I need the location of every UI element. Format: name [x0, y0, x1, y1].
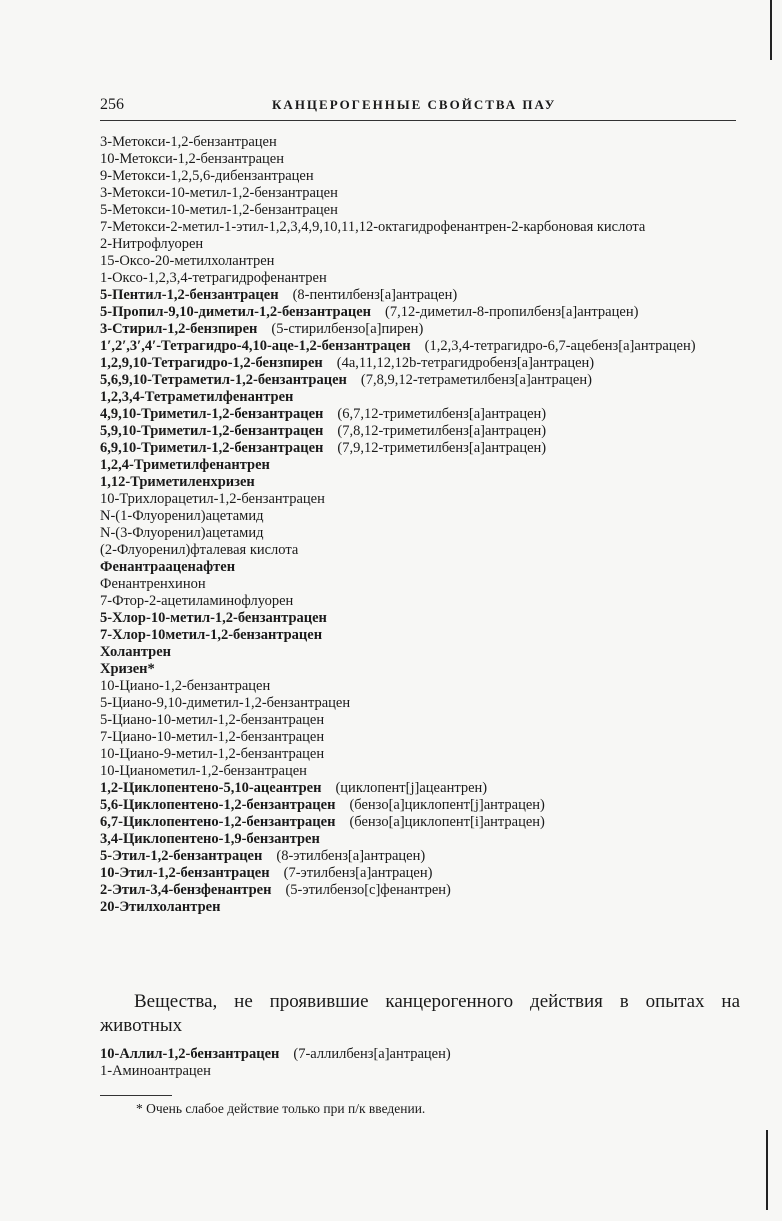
compound-alt-name: (7,8,12-триметилбенз[а]антрацен)	[337, 423, 547, 439]
compound-name: 1-Аминоантрацен	[100, 1063, 211, 1079]
compound-name: 20-Этилхолантрен	[100, 899, 221, 915]
compound-entry	[100, 440, 740, 457]
compound-name: N-(3-Флуоренил)ацетамид	[100, 525, 264, 541]
compound-entry	[100, 423, 740, 440]
compound-entry	[100, 661, 740, 678]
compound-name: 5-Пропил-9,10-диметил-1,2-бензантрацен	[100, 304, 371, 320]
compound-name: 5-Этил-1,2-бензантрацен	[100, 848, 263, 864]
compound-entry	[100, 644, 740, 661]
header-rule	[100, 120, 736, 121]
compound-alt-name: (8-этилбенз[а]антрацен)	[276, 848, 426, 864]
compound-name: 10-Циано-1,2-бензантрацен	[100, 678, 271, 694]
compound-name: 3-Стирил-1,2-бензпирен	[100, 321, 258, 337]
compound-entry	[100, 1063, 740, 1080]
compound-entry	[100, 882, 740, 899]
compound-name: (2-Флуоренил)фталевая кислота	[100, 542, 299, 558]
compound-name: 5,6-Циклопентено-1,2-бензантрацен	[100, 797, 336, 813]
compound-entry	[100, 151, 740, 168]
compound-name: 2-Этил-3,4-бензфенантрен	[100, 882, 272, 898]
compound-alt-name: (циклопент[j]ацеантрен)	[335, 780, 488, 796]
compound-name: 5-Хлор-10-метил-1,2-бензантрацен	[100, 610, 327, 626]
compound-name: 5,6,9,10-Тетраметил-1,2-бензантрацен	[100, 372, 347, 388]
compound-name: 3,4-Циклопентено-1,9-бензантрен	[100, 831, 320, 847]
compound-entry	[100, 304, 740, 321]
compound-entry	[100, 763, 740, 780]
footnote: * Очень слабое действие только при п/к введении.	[136, 1101, 426, 1116]
compound-name: 1,2-Циклопентено-5,10-ацеантрен	[100, 780, 322, 796]
compound-entry	[100, 406, 740, 423]
compound-entry	[100, 168, 740, 185]
compound-name: Фенантренхинон	[100, 576, 206, 592]
compound-entry	[100, 576, 740, 593]
compound-entry	[100, 321, 740, 338]
compound-alt-name: (4а,11,12,12b-тетрагидробенз[а]антрацен)	[336, 355, 595, 371]
compound-entry	[100, 780, 740, 797]
compound-name: 7-Циано-10-метил-1,2-бензантрацен	[100, 729, 325, 745]
compound-name: 1-Оксо-1,2,3,4-тетрагидрофенантрен	[100, 270, 327, 286]
compound-name: 1′,2′,3′,4′-Тетрагидро-4,10-аце-1,2-бензантрацен	[100, 338, 411, 354]
compound-name: 5-Циано-9,10-диметил-1,2-бензантрацен	[100, 695, 351, 711]
compound-alt-name: (7-этилбенз[а]антрацен)	[283, 865, 433, 881]
compound-entry	[100, 559, 740, 576]
compound-entry	[100, 491, 740, 508]
compound-list	[100, 134, 740, 916]
compound-name: 7-Фтор-2-ацетиламинофлуорен	[100, 593, 294, 609]
page-edge-mark	[770, 0, 772, 60]
compound-name: Хризен*	[100, 661, 155, 677]
compound-entry	[100, 219, 740, 236]
compound-entry	[100, 185, 740, 202]
compound-name: 1,2,3,4-Тетраметилфенантрен	[100, 389, 294, 405]
compound-entry	[100, 525, 740, 542]
compound-alt-name: (1,2,3,4-тетрагидро-6,7-ацебенз[а]антрацен)	[424, 338, 696, 354]
compound-name: 5-Пентил-1,2-бензантрацен	[100, 287, 279, 303]
compound-entry	[100, 389, 740, 406]
compound-entry	[100, 338, 740, 355]
compound-alt-name: (5-этилбензо[с]фенантрен)	[285, 882, 451, 898]
compound-name: 10-Трихлорацетил-1,2-бензантрацен	[100, 491, 325, 507]
compound-name: 1,2,9,10-Тетрагидро-1,2-бензпирен	[100, 355, 323, 371]
compound-entry	[100, 134, 740, 151]
compound-entry	[100, 678, 740, 695]
page-edge-mark	[766, 1130, 768, 1210]
compound-entry	[100, 627, 740, 644]
compound-alt-name: (7,8,9,12-тетраметилбенз[а]антрацен)	[360, 372, 592, 388]
compound-entry	[100, 287, 740, 304]
compound-name: 10-Циано-9-метил-1,2-бензантрацен	[100, 746, 325, 762]
compound-entry	[100, 474, 740, 491]
compound-entry	[100, 899, 740, 916]
compound-entry	[100, 712, 740, 729]
compound-name: 1,12-Триметиленхризен	[100, 474, 255, 490]
compound-name: 3-Метокси-10-метил-1,2-бензантрацен	[100, 185, 338, 201]
compound-name: 5-Метокси-10-метил-1,2-бензантрацен	[100, 202, 338, 218]
footnote-rule	[100, 1095, 172, 1096]
compound-name: N-(1-Флуоренил)ацетамид	[100, 508, 264, 524]
compound-name: 5,9,10-Триметил-1,2-бензантрацен	[100, 423, 324, 439]
compound-name: 5-Циано-10-метил-1,2-бензантрацен	[100, 712, 325, 728]
compound-name: Холантрен	[100, 644, 171, 660]
compound-entry	[100, 797, 740, 814]
running-head: КАНЦЕРОГЕННЫЕ СВОЙСТВА ПАУ	[272, 97, 557, 112]
compound-name: 15-Оксо-20-метилхолантрен	[100, 253, 275, 269]
noncarcinogen-list	[100, 1046, 740, 1080]
compound-entry	[100, 848, 740, 865]
compound-entry	[100, 831, 740, 848]
compound-entry	[100, 865, 740, 882]
compound-name: 7-Метокси-2-метил-1-этил-1,2,3,4,9,10,11,12-октагидрофенантрен-2-карбоновая кислота	[100, 219, 646, 235]
compound-entry	[100, 202, 740, 219]
compound-entry	[100, 610, 740, 627]
compound-name: 9-Метокси-1,2,5,6-дибензантрацен	[100, 168, 314, 184]
page-number: 256	[100, 96, 124, 113]
compound-alt-name: (5-стирилбензо[а]пирен)	[271, 321, 424, 337]
compound-entry	[100, 372, 740, 389]
compound-entry	[100, 729, 740, 746]
compound-entry	[100, 695, 740, 712]
section-heading: Вещества, не проявившие канцерогенного действия в опытах на животных	[100, 991, 740, 1036]
compound-entry	[100, 270, 740, 287]
compound-entry	[100, 508, 740, 525]
compound-name: 10-Этил-1,2-бензантрацен	[100, 865, 270, 881]
compound-name: 3-Метокси-1,2-бензантрацен	[100, 134, 277, 150]
compound-name: 4,9,10-Триметил-1,2-бензантрацен	[100, 406, 324, 422]
compound-alt-name: (7-аллилбенз[а]антрацен)	[293, 1046, 451, 1062]
compound-entry	[100, 746, 740, 763]
compound-name: 10-Аллил-1,2-бензантрацен	[100, 1046, 280, 1062]
compound-alt-name: (7,9,12-триметилбенз[а]антрацен)	[337, 440, 547, 456]
compound-name: 6,9,10-Триметил-1,2-бензантрацен	[100, 440, 324, 456]
compound-entry	[100, 355, 740, 372]
compound-entry	[100, 1046, 740, 1063]
compound-name: 1,2,4-Триметилфенантрен	[100, 457, 270, 473]
compound-entry	[100, 542, 740, 559]
compound-alt-name: (7,12-диметил-8-пропилбенз[а]антрацен)	[384, 304, 639, 320]
compound-name: 10-Метокси-1,2-бензантрацен	[100, 151, 284, 167]
compound-entry	[100, 593, 740, 610]
compound-name: 7-Хлор-10метил-1,2-бензантрацен	[100, 627, 323, 643]
compound-entry	[100, 253, 740, 270]
page-header	[100, 96, 736, 116]
compound-alt-name: (8-пентилбенз[а]антрацен)	[292, 287, 458, 303]
compound-entry	[100, 814, 740, 831]
compound-name: 6,7-Циклопентено-1,2-бензантрацен	[100, 814, 336, 830]
compound-entry	[100, 457, 740, 474]
compound-name: 2-Нитрофлуорен	[100, 236, 204, 252]
compound-name: Фенантрааценафтен	[100, 559, 236, 575]
compound-alt-name: (бензо[а]циклопент[i]антрацен)	[349, 814, 545, 830]
compound-alt-name: (6,7,12-триметилбенз[а]антрацен)	[337, 406, 547, 422]
compound-alt-name: (бензо[а]циклопент[j]антрацен)	[349, 797, 545, 813]
compound-entry	[100, 236, 740, 253]
compound-name: 10-Цианометил-1,2-бензантрацен	[100, 763, 307, 779]
